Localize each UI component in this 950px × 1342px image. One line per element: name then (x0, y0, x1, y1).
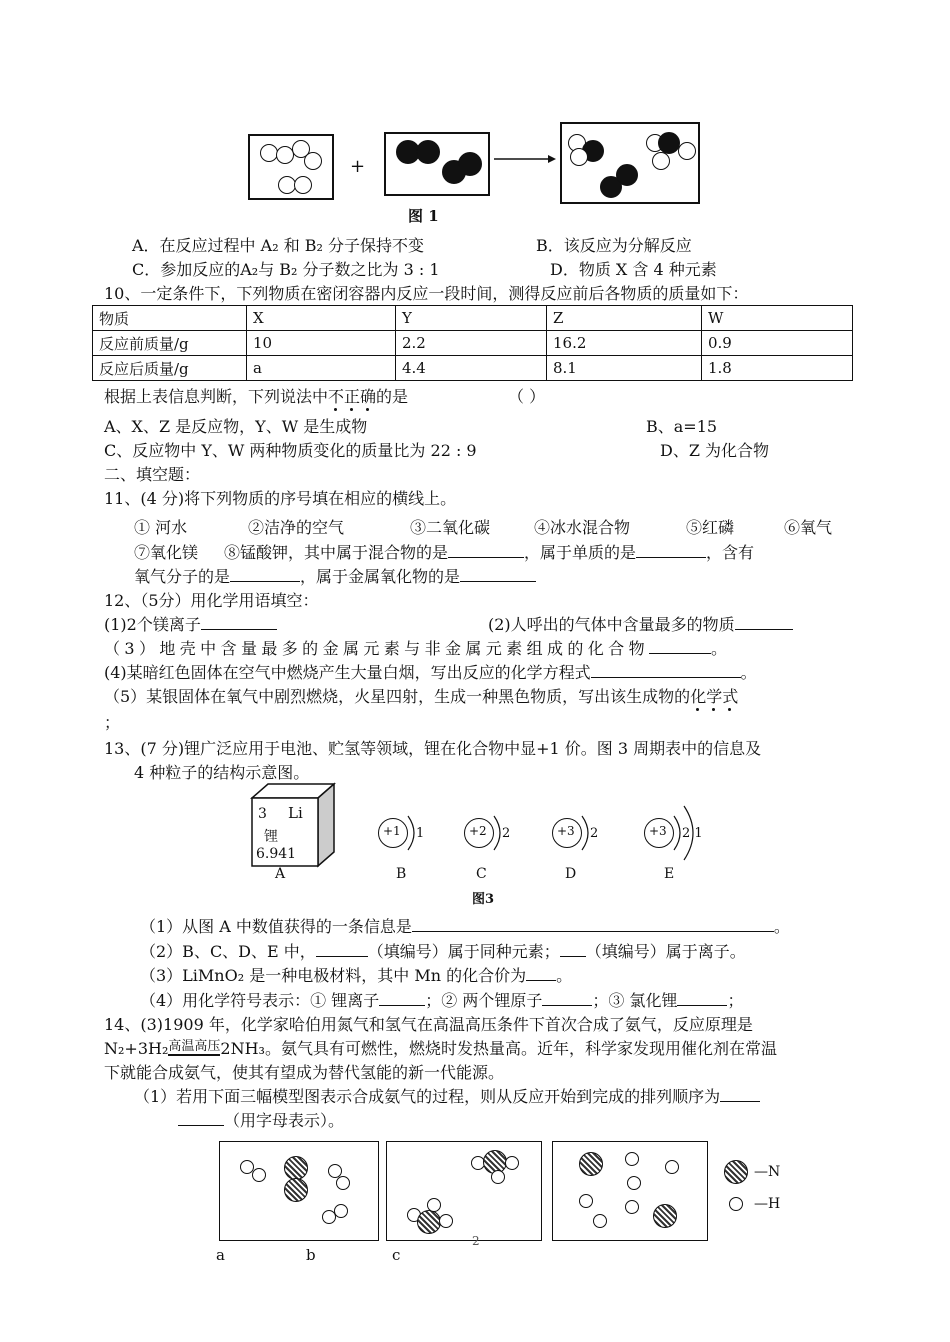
nitrogen-legend-icon (724, 1160, 748, 1184)
q11-item: ⑤红磷 (686, 518, 735, 537)
nitrogen-atom (284, 1178, 308, 1202)
plus-sign: + (350, 156, 366, 177)
nitrogen-atom (653, 1204, 677, 1228)
q14-sub-1 (134, 1084, 760, 1107)
model-label: b (306, 1246, 316, 1264)
q11-text: ，属于单质的是 (524, 543, 637, 562)
q11-line2 (134, 540, 754, 563)
table-cell: 2.2 (396, 331, 547, 356)
q11-text: ⑧锰酸钾，其中属于混合物的是 (224, 543, 449, 562)
answer-blank[interactable] (316, 942, 368, 957)
reactant-box-b (384, 132, 490, 196)
answer-blank[interactable] (636, 543, 706, 558)
q13-text: （1）从图 A 中数值获得的一条信息是 (140, 917, 412, 936)
nucleus-charge: +2 (469, 824, 487, 838)
hydrogen-atom (627, 1176, 641, 1190)
table-cell: 4.4 (396, 356, 547, 381)
q10-judge-pre: 根据上表信息判断，下列说法中 (104, 387, 329, 406)
q10-judge (104, 384, 408, 407)
model-label: c (392, 1246, 401, 1264)
q11-text: ，含有 (706, 543, 755, 562)
product-box (560, 122, 700, 204)
q12-part-5 (104, 684, 738, 707)
equation-right: 2NH₃。氨气具有可燃性，燃烧时发热量高。近年，科学家发现用催化剂在常温 (220, 1039, 777, 1058)
q11-item: ① 河水 (134, 518, 188, 537)
q13-text: ；③ 氯化锂 (592, 991, 678, 1010)
atom-white (570, 148, 588, 166)
element-number: 3 (258, 806, 267, 822)
q13-sub-1 (140, 914, 790, 937)
q11-text: ，属于金属氧化物的是 (300, 567, 461, 586)
q12-text: (4)某暗红色固体在空气中燃烧产生大量白烟，写出反应的化学方程式 (104, 663, 591, 682)
atom-black (416, 140, 440, 164)
reaction-condition: 高温高压 (168, 1039, 221, 1054)
model-box-a (219, 1141, 379, 1241)
emphasis-dot (366, 408, 369, 411)
q10-judge-post: 的是 (376, 387, 409, 406)
mass-table (92, 305, 853, 381)
q11-item: ⑦氧化镁 (134, 543, 199, 562)
atom-white (678, 142, 696, 160)
answer-blank[interactable] (720, 1087, 760, 1102)
hydrogen-atom (427, 1198, 441, 1212)
hydrogen-atom (252, 1168, 266, 1182)
equation-left: N₂+3H₂ (104, 1039, 169, 1058)
q12-text: （5）某银固体在氧气中剧烈燃烧，火星四射，生成一种黑色物质，写出该生成物的 (104, 687, 691, 706)
q9-option-b: B．该反应为分解反应 (536, 236, 692, 255)
figure-3-caption: 图3 (472, 892, 495, 907)
nucleus-charge: +1 (383, 824, 401, 838)
q11-text: 氧气分子的是 (134, 567, 231, 586)
q13-text: ；② 两个锂原子 (425, 991, 543, 1010)
arrow-icon (494, 153, 556, 165)
hydrogen-atom (336, 1176, 350, 1190)
q12-part-1 (104, 612, 277, 635)
answer-blank[interactable] (542, 991, 592, 1006)
emphasis-dot (334, 408, 337, 411)
table-cell: 物质 (93, 306, 247, 331)
answer-bracket: （ ） (508, 387, 546, 406)
atom-black (458, 152, 482, 176)
table-cell: Y (396, 306, 547, 331)
shell-electrons: 2 1 (682, 826, 703, 841)
figure-label: E (664, 866, 675, 882)
emphasis-dot (350, 408, 353, 411)
q12-part-5-end: ； (104, 713, 121, 732)
emphasis-dot (712, 708, 715, 711)
element-symbol: Li (288, 804, 303, 822)
q13-sub-3 (140, 963, 572, 986)
answer-blank[interactable] (649, 639, 711, 654)
table-cell: 8.1 (547, 356, 702, 381)
figure-label: A (275, 866, 286, 882)
q10-judge-emph: 不正确 (328, 387, 377, 406)
q11-item: ⑥氧气 (784, 518, 833, 537)
table-header-row (93, 306, 853, 331)
q14-sub-1-cont (178, 1108, 344, 1131)
q10-option-c: C、反应物中 Y、W 两种物质变化的质量比为 22 : 9 (104, 441, 477, 460)
model-box-c (552, 1141, 708, 1241)
atom-white (304, 152, 322, 170)
q9-option-a: A．在反应过程中 A₂ 和 B₂ 分子保持不变 (132, 236, 425, 255)
answer-blank[interactable] (735, 615, 793, 630)
table-cell: 反应前质量/g (93, 331, 247, 356)
emphasis-dot (696, 708, 699, 711)
answer-blank[interactable] (379, 991, 425, 1006)
q12-part-2 (488, 612, 793, 635)
emphasis-text (328, 387, 376, 406)
q13-text: （4）用化学符号表示：① 锂离子 (140, 991, 380, 1010)
model-label: a (216, 1246, 225, 1264)
page-number: 2 (472, 1234, 480, 1248)
q13-text: ； (727, 991, 744, 1010)
nitrogen-atom (579, 1152, 603, 1176)
answer-blank[interactable] (412, 917, 774, 932)
q13-sub-4 (140, 988, 743, 1011)
q10-option-a: A、X、Z 是反应物，Y、W 是生成物 (104, 417, 368, 436)
table-cell: 1.8 (702, 356, 853, 381)
nitrogen-atom (417, 1210, 441, 1234)
hydrogen-atom (491, 1170, 505, 1184)
q10-option-d: D、Z 为化合物 (660, 441, 770, 460)
q14-text: （1）若用下面三幅模型图表示合成氨气的过程，则从反应开始到完成的排列顺序为 (134, 1087, 721, 1106)
answer-blank[interactable] (560, 942, 586, 957)
nucleus-charge: +3 (649, 824, 667, 838)
q13-text: 。 (773, 917, 790, 936)
figure-label: B (396, 866, 407, 882)
q14-equation (104, 1036, 777, 1059)
shell-electrons: 1 (416, 826, 425, 841)
figure-1-caption: 图 1 (408, 207, 439, 225)
figure-label: C (476, 866, 487, 882)
q10-stem: 10、一定条件下，下列物质在密闭容器内反应一段时间，测得反应前后各物质的质量如下： (104, 284, 749, 303)
answer-blank[interactable] (591, 663, 741, 678)
q13-text: 。 (556, 966, 573, 985)
q11-item: ②洁净的空气 (248, 518, 345, 537)
q12-text: (2)人呼出的气体中含量最多的物质 (488, 615, 735, 634)
hydrogen-atom (625, 1200, 639, 1214)
answer-blank[interactable] (460, 567, 536, 582)
figure-label: D (565, 866, 577, 882)
answer-blank[interactable] (448, 543, 524, 558)
reactant-box-a (248, 134, 334, 200)
legend-h: —H (754, 1196, 781, 1212)
table-row (93, 356, 853, 381)
q13-text: （填编号）属于离子。 (585, 942, 746, 961)
section-heading: 二、填空题： (104, 465, 201, 484)
atom-black (616, 164, 638, 186)
q12-text: （3）地壳中含量最多的金属元素与非金属元素组成的化合物 (104, 639, 649, 658)
hydrogen-atom (505, 1156, 519, 1170)
table-cell: W (702, 306, 853, 331)
answer-blank[interactable] (178, 1111, 224, 1126)
hydrogen-legend-icon (729, 1197, 743, 1211)
q13-text: （填编号）属于同种元素； (367, 942, 560, 961)
hydrogen-atom (439, 1214, 453, 1228)
element-mass: 6.941 (256, 846, 297, 862)
emphasis-text (690, 687, 738, 706)
q11-item: ④冰水混合物 (534, 518, 631, 537)
hydrogen-atom (579, 1194, 593, 1208)
q12-text: 。 (710, 639, 732, 658)
answer-blank[interactable] (526, 966, 556, 981)
model-box-b (386, 1141, 542, 1241)
q12-text: (1)2个镁离子 (104, 615, 201, 634)
q12-text: 。 (740, 663, 757, 682)
table-cell: Z (547, 306, 702, 331)
atom-black (658, 132, 680, 154)
q14-line3: 下就能合成氨气，使其有望成为替代氢能的新一代能源。 (104, 1063, 505, 1082)
q13-line2: 4 种粒子的结构示意图。 (134, 763, 310, 782)
q12-text-emph: 化学式 (690, 687, 739, 706)
q13-line1: 13、(7 分)锂广泛应用于电池、贮氢等领域，锂在化合物中显+1 价。图 3 周期表中的信息及 (104, 739, 762, 758)
q13-text: （2）B、C、D、E 中， (140, 942, 316, 961)
q11-item: ③二氧化碳 (410, 518, 491, 537)
q11-stem: 11、(4 分)将下列物质的序号填在相应的横线上。 (104, 489, 457, 508)
nucleus-charge: +3 (557, 824, 575, 838)
legend-n: —N (754, 1164, 781, 1180)
q13-sub-2 (140, 939, 746, 962)
emphasis-dot (728, 708, 731, 711)
hydrogen-atom (665, 1160, 679, 1174)
element-name: 锂 (264, 829, 278, 845)
answer-blank[interactable] (677, 991, 727, 1006)
q10-option-b: B、a=15 (646, 417, 718, 436)
q12-part-3 (104, 636, 731, 659)
table-cell: 10 (247, 331, 396, 356)
table-cell: X (247, 306, 396, 331)
hydrogen-atom (593, 1214, 607, 1228)
q11-line3 (134, 564, 536, 587)
table-cell: 反应后质量/g (93, 356, 247, 381)
q9-option-c: C．参加反应的A₂与 B₂ 分子数之比为 3 : 1 (132, 260, 440, 279)
q9-option-d: D．物质 X 含 4 种元素 (550, 260, 717, 279)
q13-text: （3）LiMnO₂ 是一种电极材料，其中 Mn 的化合价为 (140, 966, 527, 985)
q12-stem: 12、（5分）用化学用语填空： (104, 591, 319, 610)
answer-blank[interactable] (201, 615, 277, 630)
hydrogen-atom (334, 1204, 348, 1218)
atom-white (294, 176, 312, 194)
q14-text: （用字母表示）。 (224, 1111, 345, 1130)
atom-white (652, 152, 670, 170)
shell-electrons: 2 (590, 826, 599, 841)
q12-part-4 (104, 660, 757, 683)
answer-blank[interactable] (230, 567, 300, 582)
table-cell: a (247, 356, 396, 381)
hydrogen-atom (625, 1152, 639, 1166)
table-cell: 0.9 (702, 331, 853, 356)
table-cell: 16.2 (547, 331, 702, 356)
nitrogen-atom (284, 1156, 308, 1180)
shell-electrons: 2 (502, 826, 511, 841)
q14-line1: 14、(3)1909 年，化学家哈伯用氮气和氢气在高温高压条件下首次合成了氨气，反应原理是 (104, 1015, 753, 1034)
table-row (93, 331, 853, 356)
